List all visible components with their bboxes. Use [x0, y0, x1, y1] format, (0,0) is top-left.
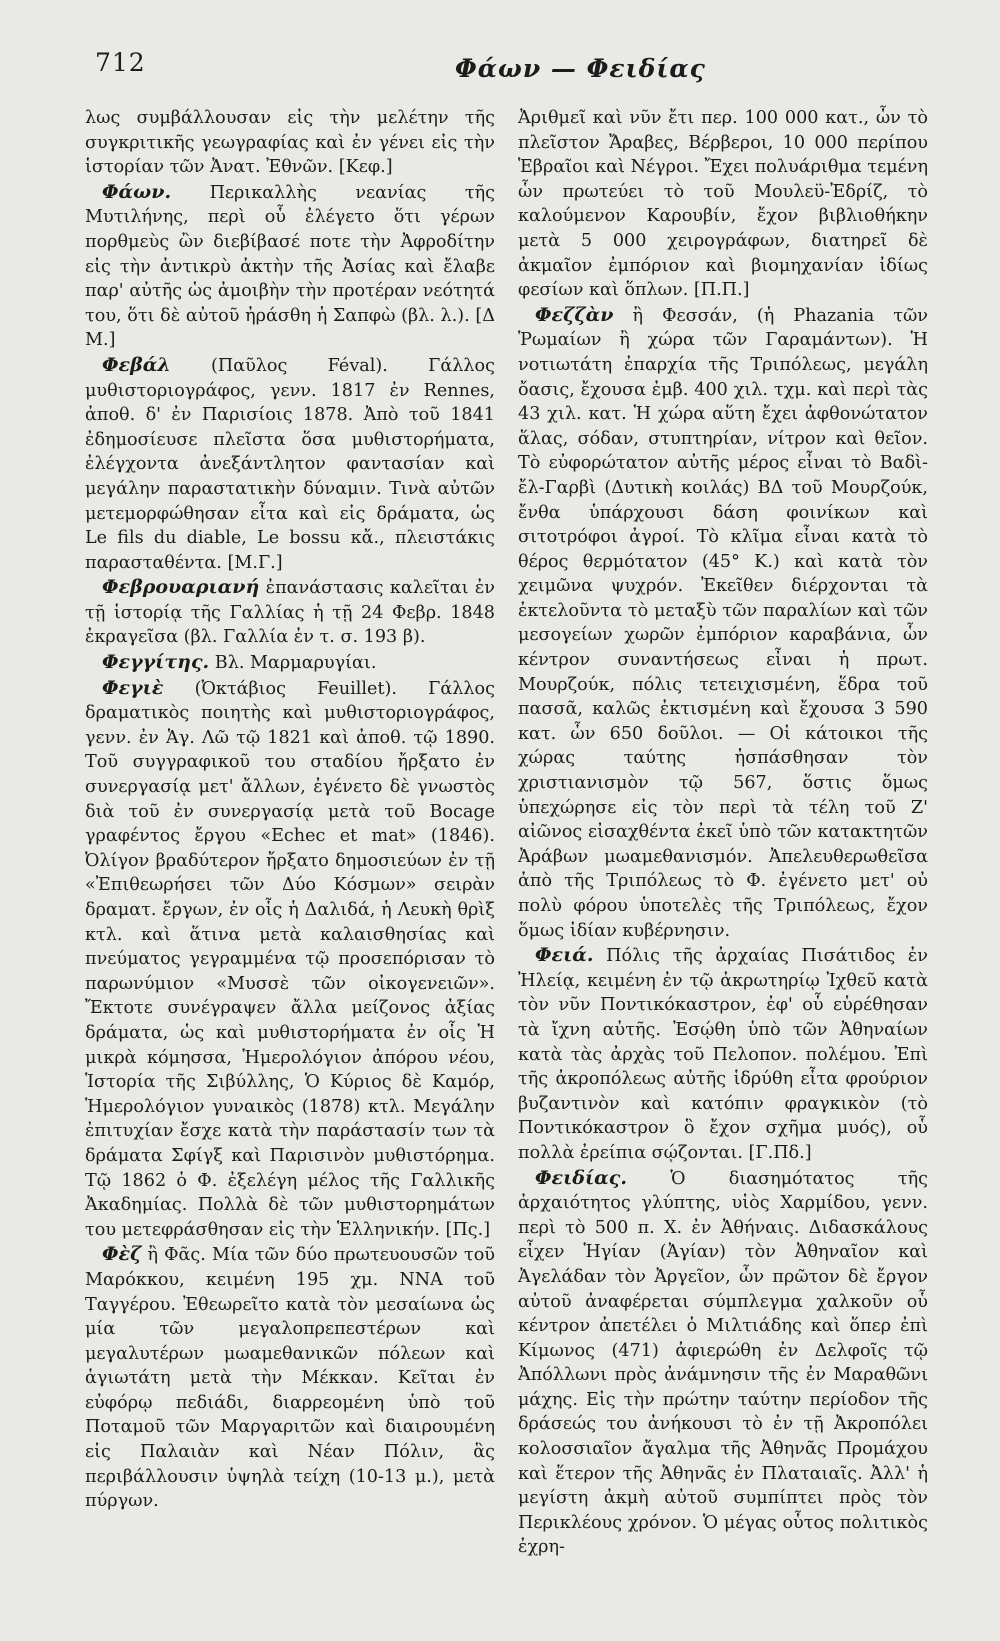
- entry-headword: Φεγιὲ: [102, 676, 164, 699]
- right-column: [518, 106, 928, 1560]
- entry-text: Περικαλλὴς νεανίας τῆς Μυτιλήνης, περὶ οὗ ἐλέγετο ὅτι γέρων πορθμεὺς ὢν διεβίβασέ ποτε τὴν Ἀφροδίτην εἰς τὴν ἀντικρὺ ἀκτὴν τῆς Ἀσίας καὶ ἔλαβε παρ' αὐτῆς ὡς ἀμοιβὴν τὴν προτέραν νεότητά του, ὅτι δὲ αὐτοῦ ἠράσθη ἡ Σαπφὼ (βλ. λ.). [Δ Μ.]: [85, 182, 496, 351]
- entry-text: λως συμβάλλουσαν εἰς τὴν μελέτην τῆς συγκριτικῆς γεωγραφίας καὶ ἐν γένει εἰς τὴν ἱστορίαν τῶν Ἀνατ. Ἐθνῶν. [Κεφ.]: [85, 108, 495, 178]
- page-number: 712: [95, 48, 146, 77]
- entry-text: Ὁ διασημότατος τῆς ἀρχαιότητος γλύπτης, υἱὸς Χαρμίδου, γενν. περὶ τὸ 500 π. Χ. ἐν Ἀθήναις. Διδασκάλους εἶχεν Ἡγίαν (Ἀγίαν) τὸν Ἀθηναῖον καὶ Ἀγελάδαν τὸν Ἀργεῖον, ὧν πρῶτον δὲ ἔργον αὐτοῦ ἀναφέρεται σύμπλεγμα χαλκοῦν οὗ κέντρον ἀπετέλει ὁ Μιλτιάδης καὶ ὅπερ ἐπὶ Κίμωνος (471) ἀφιερώθη ἐν Δελφοῖς τῷ Ἀπόλλωνι πρὸς ἀνάμνησιν τῆς ἐν Μαραθῶνι μάχης. Εἰς τὴν πρώτην ταύτην περίοδον τῆς δράσεώς του ἀνήκουσι τὸ ἐν τῇ Ἀκροπόλει κολοσσιαῖον ἄγαλμα τῆς Ἀθηνᾶς Προμάχου καὶ ἕτερον τῆς Ἀθηνᾶς ἐν Πλαταιαῖς. Ἀλλ' ἡ μεγίστη ἀκμὴ αὐτοῦ συμπίπτει πρὸς τὸν Περικλέους χρόνον. Ὁ μέγας οὗτος πολιτικὸς ἐχρη-: [518, 1168, 928, 1558]
- entry-text: Ἀριθμεῖ καὶ νῦν ἔτι περ. 100 000 κατ., ὧν τὸ πλεῖστον Ἄραβες, Βέρβεροι, 10 000 περίπου Ἑβραῖοι καὶ Νέγροι. Ἔχει πολυάριθμα τεμένη ὧν πρωτεύει τὸ τοῦ Μουλεϋ-Ἐδρίζ, τὸ καλούμενον Καρουβίν, ἔχον βιβλιοθήκην μετὰ 5 000 χειρογράφων, διατηρεῖ δὲ ἀκμαῖον ἐμπόριον καὶ βιομηχανίαν ἰδίως φεσίων καὶ ὅπλων. [Π.Π.]: [518, 108, 928, 301]
- entry-headword: Φάων.: [102, 180, 172, 203]
- entry-headword: Φεβάλ: [102, 353, 171, 376]
- entry-fez: [85, 1242, 495, 1514]
- entry-pheidias: [518, 1166, 928, 1561]
- entry-feuillet: [85, 676, 495, 1243]
- entry-headword: Φὲζ: [102, 1243, 142, 1266]
- entry-headword: Φεγγίτης.: [102, 651, 210, 674]
- left-column: [85, 106, 495, 1514]
- entry-feval: [85, 353, 495, 575]
- entry-text: Πόλις τῆς ἀρχαίας Πισάτιδος ἐν Ἠλείᾳ, κειμένη ἐν τῷ ἀκρωτηρίῳ Ἰχθεῦ κατὰ τὸν νῦν Ποντικόκαστρον, ἐφ' οὗ εὑρέθησαν τὰ ἴχνη αὐτῆς. Ἐσῴθη ὑπὸ τῶν Ἀθηναίων κατὰ τὰς ἀρχὰς τοῦ Πελοπον. πολέμου. Ἐπὶ τῆς ἀκροπόλεως αὐτῆς ἱδρύθη εἶτα φρούριον βυζαντινὸν καὶ κατόπιν φραγκικὸν (τὸ Ποντικόκαστρον ὃ ἔχον σχῆμα μυός), οὗ πολλὰ ἐρείπια σῴζονται. [Γ.Πδ.]: [518, 946, 928, 1163]
- entry-text: ἢ Φεσσάν, (ἡ Phazania τῶν Ῥωμαίων ἢ χώρα τῶν Γαραμάντων). Ἡ νοτιωτάτη ἐπαρχία τῆς Τριπόλεως, μεγάλη ὄασις, ἔχουσα ἐμβ. 400 χιλ. τχμ. καὶ περὶ τὰς 43 χιλ. κατ. Ἡ χώρα αὕτη ἔχει ἀφθονώτατον ἅλας, σόδαν, στυπτηρίαν, νίτρον καὶ θεῖον. Τὸ εὐφορώτατον αὐτῆς μέρος εἶναι τὸ Βαδὶ-ἔλ-Γαρβὶ (Δυτικὴ κοιλάς) ΒΔ τοῦ Μουρζούκ, ἔνθα ὑπάρχουσι δάση φοινίκων καὶ σιτοτρόφοι ἀγροί. Τὸ κλῖμα εἶναι κατὰ τὸ θέρος θερμότατον (45° Κ.) καὶ κατὰ τὸν χειμῶνα ψυχρόν. Ἐκεῖθεν διέρχονται τὰ ἐκτελοῦντα τὸ μεταξὺ τῶν παραλίων καὶ τῶν μεσογείων χωρῶν ἐμπόριον καραβάνια, ὧν κέντρον συναντήσεως εἶναι ἡ πρωτ. Μουρζούκ, πόλις τετειχισμένη, ἕδρα τοῦ πασσᾶ, καλῶς ἐκτισμένη καὶ ἔχουσα 3 590 κατ. ὧν 650 δοῦλοι. — Οἱ κάτοικοι τῆς χώρας ταύτης ἠσπάσθησαν τὸν χριστιανισμὸν τῷ 567, ὅστις ὅμως ὑπεχώρησε εἰς τὸν περὶ τὰ τέλη τοῦ Ζ' αἰῶνος εἰσαχθέντα ἐκεῖ ὑπὸ τῶν κατακτητῶν Ἀράβων μωαμεθανισμόν. Ἀπελευθερωθεῖσα ἀπὸ τῆς Τριπόλεως τὸ Φ. ἐγένετο μετ' οὐ πολὺ φόρου ὑποτελὲς τῆς Τριπόλεως, ἔχον ὅμως ἰδίαν κυβέρνησιν.: [518, 305, 929, 941]
- entry-fengitis: [85, 650, 495, 676]
- running-head: Φάων — Φειδίας: [455, 54, 706, 83]
- entry-pheia: [518, 943, 928, 1165]
- entry-headword: Φειδίας.: [535, 1166, 627, 1189]
- entry-text: (Παῦλος Féval). Γάλλος μυθιστοριογράφος, γενν. 1817 ἐν Rennes, ἀποθ. δ' ἐν Παρισίοις 1878. Ἀπὸ τοῦ 1841 ἐδημοσίευσε πλεῖστα ὅσα μυθιστορήματα, ἐλέγχοντα ἀνεξάντλητον φαντασίαν καὶ μεγάλην παραστατικὴν δύναμιν. Τινὰ αὐτῶν μετεμορφώθησαν εἶτα καὶ εἰς δράματα, ὡς Le fils du diable, Le bossu κἄ., πλειστάκις παρασταθέντα. [Μ.Γ.]: [85, 355, 495, 573]
- entry-phaon: [85, 180, 495, 353]
- entry-february-revolution: [85, 575, 495, 650]
- entry-text: Βλ. Μαρμαρυγίαι.: [214, 653, 377, 674]
- entry-text: ἢ Φᾶς. Μία τῶν δύο πρωτευουσῶν τοῦ Μαρόκκου, κειμένη 195 χμ. ΝΝΑ τοῦ Ταγγέρου. Ἐθεωρεῖτο κατὰ τὸν μεσαίωνα ὡς μία τῶν μεγαλοπρεπεστέρων καὶ μεγαλυτέρων μωαμεθανικῶν πόλεων καὶ ἁγιωτάτη μετὰ τὴν Μέκκαν. Κεῖται ἐν εὐφόρῳ πεδιάδι, διαρρεομένη ὑπὸ τοῦ Ποταμοῦ τῶν Μαργαριτῶν καὶ διαιρουμένη εἰς Παλαιὰν καὶ Νέαν Πόλιν, ἃς περιβάλλουσιν ὑψηλὰ τείχη (10-13 μ.), μετὰ πύργων.: [85, 1245, 496, 1512]
- entry-text: ἐπανάστασις καλεῖται ἐν τῇ ἱστορίᾳ τῆς Γαλλίας ἡ τῇ 24 Φεβρ. 1848 ἐκραγεῖσα (βλ. Γαλλία ἐν τ. σ. 193 β).: [85, 578, 495, 648]
- entry-headword: Φεζζὰν: [535, 303, 614, 326]
- entry-text: (Ὀκτάβιος Feuillet). Γάλλος δραματικὸς ποιητὴς καὶ μυθιστοριογράφος, γενν. ἐν Ἁγ. Λῶ τῷ 1821 καὶ ἀποθ. τῷ 1890. Τοῦ συγγραφικοῦ του σταδίου ἤρξατο ἐν συνεργασίᾳ μετ' ἄλλων, ἐγένετο δὲ γνωστὸς διὰ τοῦ ἐν συνεργασίᾳ μετὰ τοῦ Bocage γραφέντος ἔργου «Echec et mat» (1846). Ὀλίγον βραδύτερον ἤρξατο δημοσιεύων ἐν τῇ «Ἐπιθεωρήσει τῶν Δύο Κόσμων» σειρὰν δραματ. ἔργων, ἐν οἷς ἡ Δαλιδά, ἡ Λευκὴ θρὶξ κτλ. καὶ ἅτινα μετὰ καλαισθησίας καὶ πνεύματος γεγραμμένα τῷ προσεπόρισαν τὸ παρωνύμιον «Μυσσὲ τῶν οἰκογενειῶν». Ἔκτοτε συνέγραψεν ἄλλα μείζονος ἀξίας δράματα, ὡς καὶ μυθιστορήματα ἐν οἷς Ἡ μικρὰ κόμησσα, Ἡμερολόγιον ἀπόρου νέου, Ἱστορία τῆς Σιβύλλης, Ὁ Κύριος δὲ Καμόρ, Ἡμερολόγιον γυναικὸς (1878) κτλ. Μεγάλην ἐπιτυχίαν ἔσχε κατὰ τὴν παράστασίν των τὰ δράματα Σφίγξ καὶ Παρισινὸν μυθιστόρημα. Τῷ 1862 ὁ Φ. ἐξελέγη μέλος τῆς Γαλλικῆς Ἀκαδημίας. Πολλὰ δὲ τῶν μυθιστορημάτων του μετεφράσθησαν εἰς τὴν Ἑλληνικήν. [Πς.]: [85, 678, 495, 1240]
- entry-headword: Φεβρουαριανή: [102, 576, 260, 599]
- entry-continuation: [85, 106, 495, 180]
- entry-headword: Φειά.: [535, 944, 594, 967]
- entry-fezzan: [518, 303, 928, 943]
- entry-continuation: [518, 106, 928, 303]
